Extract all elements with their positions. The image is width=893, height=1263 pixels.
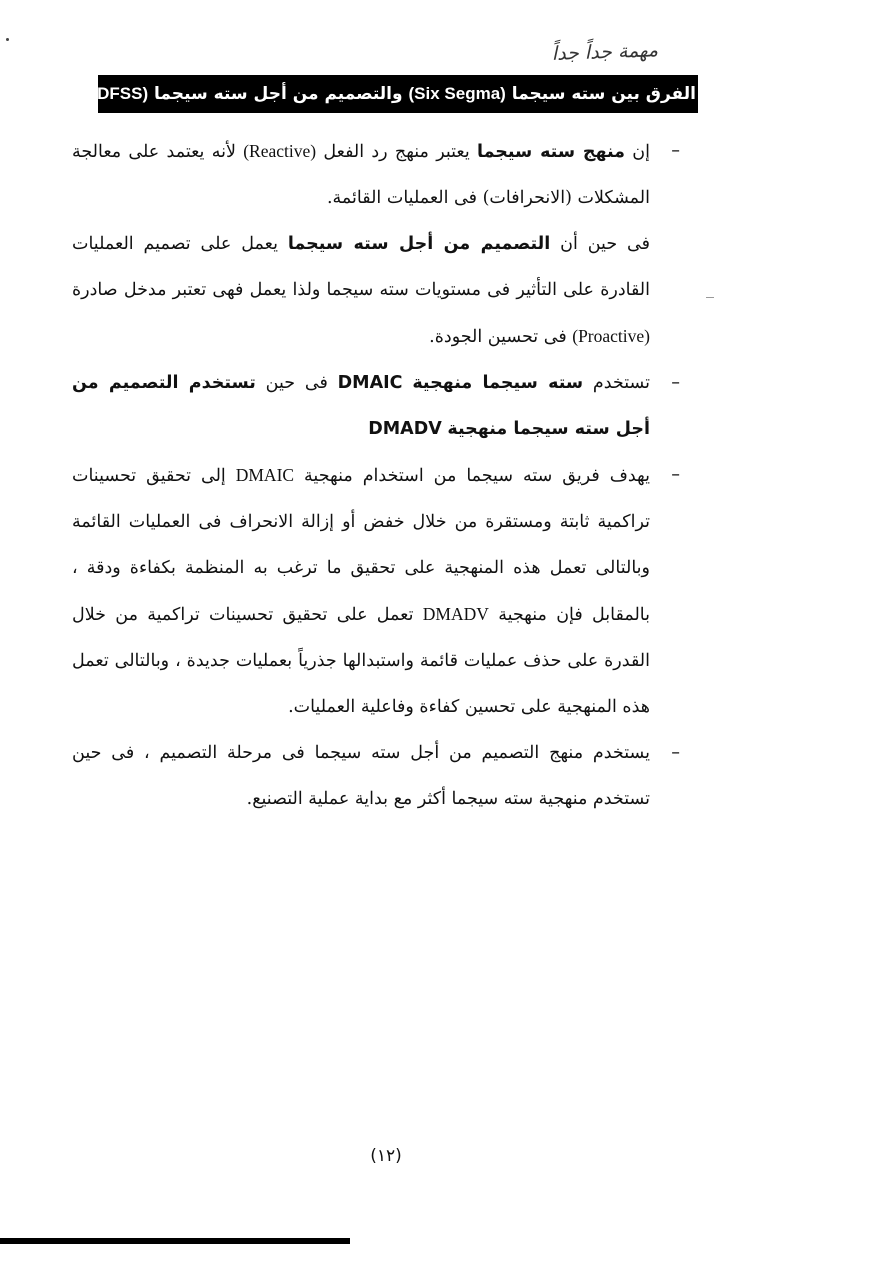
list-dash: – bbox=[671, 743, 680, 763]
latin-term: (Reactive) bbox=[243, 141, 317, 161]
bold-term: تستخدم التصميم من أجل سته سيجما منهجية bbox=[72, 373, 650, 439]
text-run: إن bbox=[625, 142, 650, 162]
paragraph bbox=[72, 452, 650, 730]
latin-term: (Proactive) bbox=[572, 326, 650, 346]
text-run: يعمل على تصميم العمليات القادرة على التأثير فى مستويات سته سيجما ولذا يعمل فهى تعتبر مدخل صادرة bbox=[72, 234, 650, 300]
text-run: يستخدم منهج التصميم من أجل سته سيجما فى مرحلة التصميم ، فى حين تستخدم منهجية سته سيجما أكثر مع بداية عملية التصنيع. bbox=[72, 743, 650, 809]
latin-term: DMAIC bbox=[235, 465, 295, 485]
section-title bbox=[91, 75, 698, 113]
list-item bbox=[72, 730, 680, 822]
list-item bbox=[72, 128, 680, 360]
list-dash: – bbox=[671, 465, 680, 485]
paragraph bbox=[72, 221, 650, 360]
bottom-rule bbox=[0, 1238, 350, 1244]
paragraph bbox=[72, 730, 650, 822]
title-part-2: والتصميم من أجل سته سيجما bbox=[154, 84, 403, 104]
list-dash: – bbox=[671, 141, 680, 161]
text-run: فى حين bbox=[255, 373, 338, 393]
text-run: فى حين أن bbox=[550, 234, 650, 254]
latin-term: DMADV bbox=[422, 604, 489, 624]
list-dash: – bbox=[671, 373, 680, 393]
title-part-1: الفرق بين سته سيجما bbox=[511, 84, 696, 104]
list-item bbox=[72, 360, 680, 452]
text-run: فى تحسين الجودة. bbox=[429, 327, 573, 347]
text-run: إلى تحقيق تحسينات تراكمية ثابتة ومستقرة من خلال خفض أو إزالة الانحراف فى العمليات القائمة وبالتالى تعمل هذه المنهجية على تحقيق ما ترغب به المنظمة بكفاءة ودقة ، بالمقابل فإن منهجية bbox=[72, 466, 650, 625]
list-item bbox=[72, 452, 680, 730]
title-latin-1: (Six Segma) bbox=[408, 84, 506, 103]
latin-term: DMAIC bbox=[337, 373, 403, 393]
scan-mark bbox=[706, 297, 714, 298]
handwritten-note: مهمة جداً جداً bbox=[551, 39, 659, 65]
bold-term: منهج سته سيجما bbox=[477, 142, 625, 162]
text-run: تستخدم bbox=[583, 373, 650, 393]
text-run: يهدف فريق سته سيجما من استخدام منهجية bbox=[294, 466, 650, 486]
bold-term: سته سيجما منهجية bbox=[412, 373, 584, 393]
title-latin-2: (DFSS) bbox=[91, 84, 149, 103]
paragraph bbox=[72, 128, 650, 221]
document-body bbox=[72, 128, 680, 822]
page-number: (١٢) bbox=[370, 1146, 402, 1166]
text-run: تعمل على تحقيق تحسينات تراكمية من خلال القدرة على حذف عمليات قائمة واستبدالها جذرياً بعمليات جديدة ، وبالتالى تعمل هذه المنهجية على تحسين كفاءة وفاعلية العمليات. bbox=[72, 605, 650, 717]
bold-term: التصميم من أجل سته سيجما bbox=[287, 234, 551, 254]
paragraph bbox=[72, 360, 650, 452]
latin-term: DMADV bbox=[368, 419, 442, 439]
scan-speck bbox=[6, 38, 9, 41]
text-run: لأنه يعتمد على معالجة المشكلات (الانحرافات) فى العمليات القائمة. bbox=[72, 142, 650, 208]
text-run: يعتبر منهج رد الفعل bbox=[316, 142, 477, 162]
